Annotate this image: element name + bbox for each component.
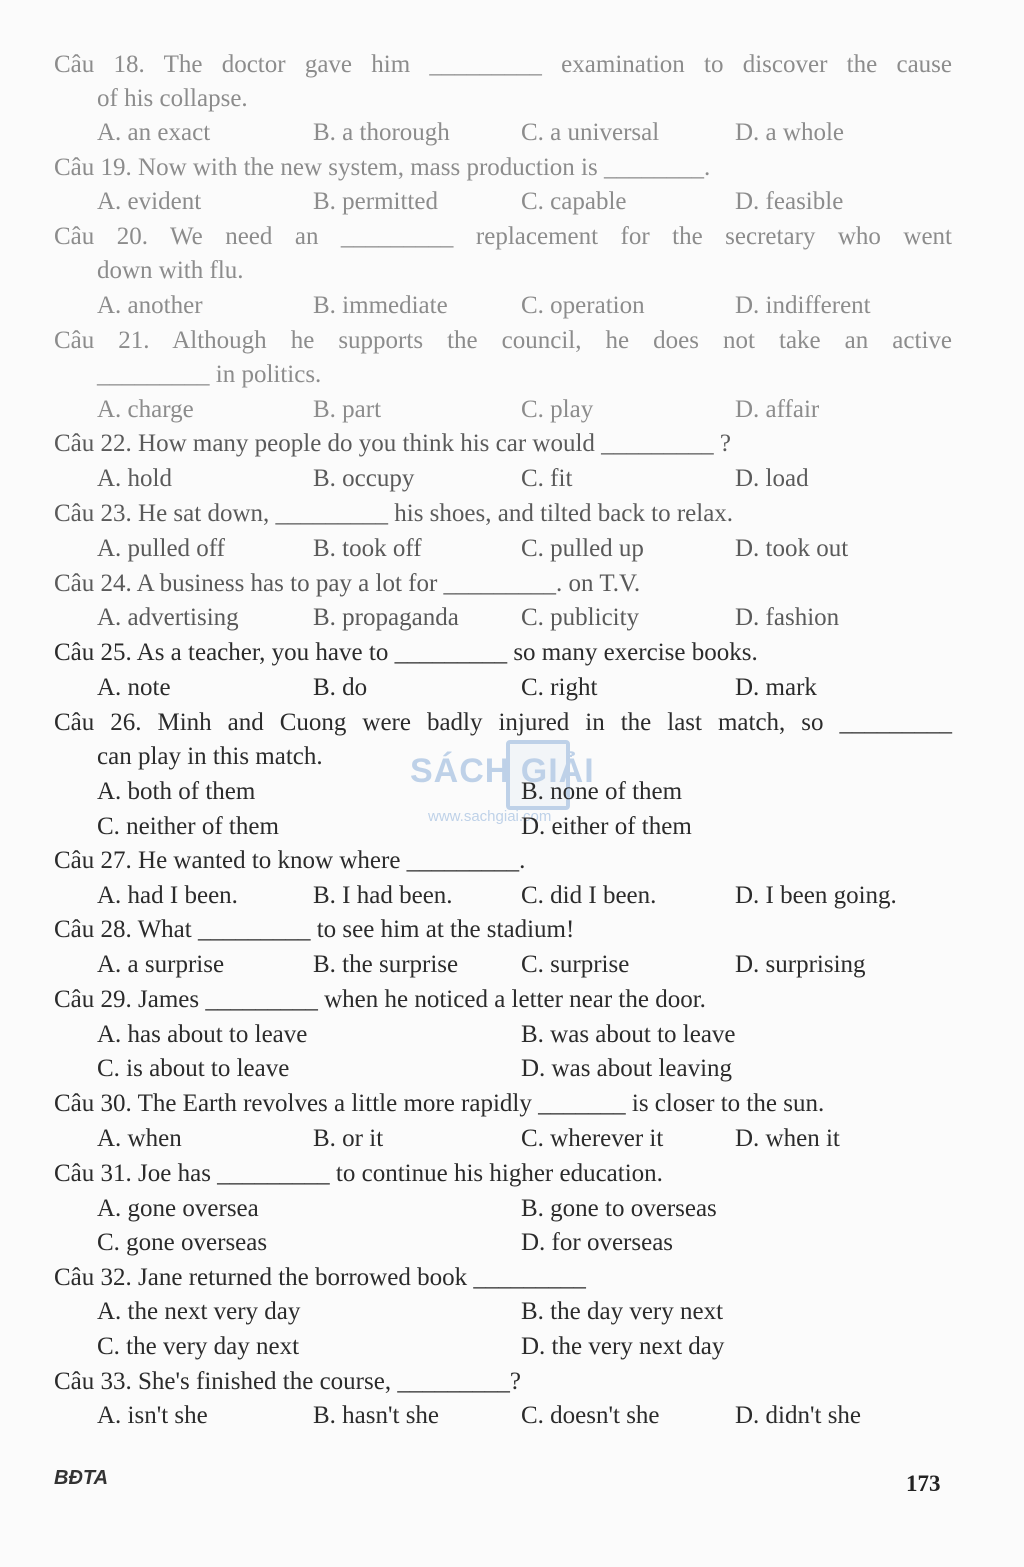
- question-18-option-c[interactable]: C. a universal: [521, 119, 660, 146]
- question-28-option-d[interactable]: D. surprising: [735, 951, 866, 978]
- question-21-text-cont: _________ in politics.: [97, 361, 322, 388]
- question-28-option-c[interactable]: C. surprise: [521, 951, 630, 978]
- question-26-option-a[interactable]: A. both of them: [97, 778, 256, 805]
- question-20-option-d[interactable]: D. indifferent: [735, 292, 871, 319]
- question-22-option-d[interactable]: D. load: [735, 465, 809, 492]
- question-22-text: Câu 22. How many people do you think his car would _________ ?: [54, 430, 731, 457]
- question-24-option-b[interactable]: B. propaganda: [313, 604, 459, 631]
- question-18-option-b[interactable]: B. a thorough: [313, 119, 450, 146]
- question-33-option-b[interactable]: B. hasn't she: [313, 1402, 440, 1429]
- question-31-option-a[interactable]: A. gone oversea: [97, 1195, 259, 1222]
- question-30-option-d[interactable]: D. when it: [735, 1125, 840, 1152]
- question-31-text: Câu 31. Joe has _________ to continue his higher education.: [54, 1160, 663, 1187]
- question-23-option-d[interactable]: D. took out: [735, 535, 849, 562]
- question-18-option-d[interactable]: D. a whole: [735, 119, 844, 146]
- question-33-text: Câu 33. She's finished the course, _________?: [54, 1368, 521, 1395]
- question-23-option-c[interactable]: C. pulled up: [521, 535, 644, 562]
- question-21-option-a[interactable]: A. charge: [97, 396, 194, 423]
- question-21-option-c[interactable]: C. play: [521, 396, 594, 423]
- page-number: 173: [906, 1471, 941, 1496]
- question-33-option-d[interactable]: D. didn't she: [735, 1402, 862, 1429]
- question-29-option-a[interactable]: A. has about to leave: [97, 1021, 308, 1048]
- question-21-option-d[interactable]: D. affair: [735, 396, 820, 423]
- question-18-text-cont: of his collapse.: [97, 85, 248, 112]
- question-23-option-a[interactable]: A. pulled off: [97, 535, 225, 562]
- watermark-url: www.sachgiai.com: [428, 808, 552, 825]
- question-19-option-a[interactable]: A. evident: [97, 188, 202, 215]
- question-20-text-cont: down with flu.: [97, 257, 244, 284]
- question-31-option-c[interactable]: C. gone overseas: [97, 1229, 268, 1256]
- question-22-option-b[interactable]: B. occupy: [313, 465, 415, 492]
- question-23-option-b[interactable]: B. took off: [313, 535, 422, 562]
- question-27-option-d[interactable]: D. I been going.: [735, 882, 897, 909]
- question-18-text: Câu 18. The doctor gave him _________ examination to discover the cause: [54, 51, 952, 78]
- question-33-option-a[interactable]: A. isn't she: [97, 1402, 208, 1429]
- question-32-option-a[interactable]: A. the next very day: [97, 1298, 301, 1325]
- question-20-option-b[interactable]: B. immediate: [313, 292, 448, 319]
- question-21-text: Câu 21. Although he supports the council, he does not take an active: [54, 327, 952, 354]
- question-21-option-b[interactable]: B. part: [313, 396, 382, 423]
- question-25-option-b[interactable]: B. do: [313, 674, 368, 701]
- question-24-option-c[interactable]: C. publicity: [521, 604, 640, 631]
- question-33-option-c[interactable]: C. doesn't she: [521, 1402, 660, 1429]
- question-20-option-a[interactable]: A. another: [97, 292, 203, 319]
- question-24-option-a[interactable]: A. advertising: [97, 604, 239, 631]
- question-24-option-d[interactable]: D. fashion: [735, 604, 840, 631]
- question-26-option-d[interactable]: D. either of them: [521, 813, 692, 840]
- question-28-text: Câu 28. What _________ to see him at the stadium!: [54, 916, 575, 943]
- question-25-text: Câu 25. As a teacher, you have to _________ so many exercise books.: [54, 639, 758, 666]
- question-20-option-c[interactable]: C. operation: [521, 292, 645, 319]
- question-22-option-a[interactable]: A. hold: [97, 465, 172, 492]
- question-19-option-b[interactable]: B. permitted: [313, 188, 438, 215]
- question-29-option-c[interactable]: C. is about to leave: [97, 1055, 290, 1082]
- question-19-option-c[interactable]: C. capable: [521, 188, 627, 215]
- footer-book-code: BĐTA: [54, 1467, 109, 1489]
- question-31-option-b[interactable]: B. gone to overseas: [521, 1195, 717, 1222]
- question-29-option-b[interactable]: B. was about to leave: [521, 1021, 736, 1048]
- question-30-option-c[interactable]: C. wherever it: [521, 1125, 664, 1152]
- question-18-option-a[interactable]: A. an exact: [97, 119, 211, 146]
- question-27-text: Câu 27. He wanted to know where _________.: [54, 847, 526, 874]
- question-30-text: Câu 30. The Earth revolves a little more rapidly _______ is closer to the sun.: [54, 1090, 825, 1117]
- question-26-text-cont: can play in this match.: [97, 743, 323, 770]
- question-24-text: Câu 24. A business has to pay a lot for _________. on T.V.: [54, 570, 641, 597]
- question-30-option-a[interactable]: A. when: [97, 1125, 182, 1152]
- question-32-option-d[interactable]: D. the very next day: [521, 1333, 725, 1360]
- question-32-option-b[interactable]: B. the day very next: [521, 1298, 724, 1325]
- question-22-option-c[interactable]: C. fit: [521, 465, 573, 492]
- question-29-text: Câu 29. James _________ when he noticed a letter near the door.: [54, 986, 706, 1013]
- question-31-option-d[interactable]: D. for overseas: [521, 1229, 674, 1256]
- question-29-option-d[interactable]: D. was about leaving: [521, 1055, 733, 1082]
- question-20-text: Câu 20. We need an _________ replacement for the secretary who went: [54, 223, 952, 250]
- watermark-brand: SÁCH GIẢI: [410, 752, 595, 790]
- question-27-option-a[interactable]: A. had I been.: [97, 882, 238, 909]
- question-28-option-a[interactable]: A. a surprise: [97, 951, 225, 978]
- question-27-option-b[interactable]: B. I had been.: [313, 882, 453, 909]
- question-30-option-b[interactable]: B. or it: [313, 1125, 384, 1152]
- question-25-option-a[interactable]: A. note: [97, 674, 171, 701]
- question-23-text: Câu 23. He sat down, _________ his shoes, and tilted back to relax.: [54, 500, 734, 527]
- question-26-option-c[interactable]: C. neither of them: [97, 813, 279, 840]
- question-25-option-c[interactable]: C. right: [521, 674, 598, 701]
- question-19-option-d[interactable]: D. feasible: [735, 188, 844, 215]
- question-26-text: Câu 26. Minh and Cuong were badly injured in the last match, so _________: [54, 709, 952, 736]
- question-27-option-c[interactable]: C. did I been.: [521, 882, 657, 909]
- question-26-option-b[interactable]: B. none of them: [521, 778, 683, 805]
- question-25-option-d[interactable]: D. mark: [735, 674, 817, 701]
- question-32-option-c[interactable]: C. the very day next: [97, 1333, 300, 1360]
- question-28-option-b[interactable]: B. the surprise: [313, 951, 459, 978]
- question-19-text: Câu 19. Now with the new system, mass production is ________.: [54, 154, 711, 181]
- question-32-text: Câu 32. Jane returned the borrowed book _________: [54, 1264, 586, 1291]
